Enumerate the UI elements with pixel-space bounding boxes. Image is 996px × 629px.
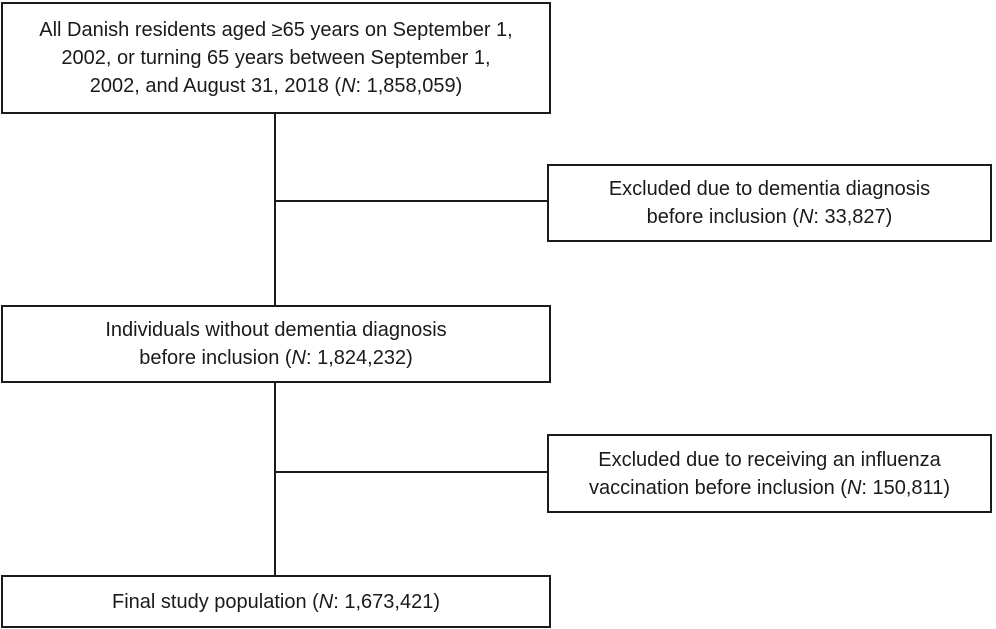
excluded-influenza-line2-pre: vaccination before inclusion ( (589, 476, 847, 499)
without-dementia-n-label: N (291, 347, 306, 369)
all-residents-n-label: N (341, 75, 356, 97)
final-population-line1-pre: Final study population ( (112, 590, 319, 613)
all-residents-count: : 1,858,059) (355, 75, 463, 97)
without-dementia-line2-pre: before inclusion ( (139, 347, 292, 369)
box-all-residents-text (39, 16, 512, 100)
without-dementia-line1: Individuals without dementia diagnosis (105, 319, 447, 341)
box-all-residents (1, 2, 551, 114)
excluded-influenza-count: : 150,811) (861, 476, 950, 499)
excluded-influenza-n-label: N (846, 476, 862, 499)
final-population-count: : 1,673,421) (333, 590, 440, 613)
box-excluded-dementia (547, 164, 992, 242)
excluded-dementia-n-label: N (798, 206, 814, 228)
connector-main-2 (274, 383, 276, 576)
box-excluded-influenza (547, 434, 992, 513)
all-residents-line1: All Danish residents aged ≥65 years on September 1, (39, 19, 513, 41)
connector-main-1 (274, 114, 276, 306)
box-final-population-text (112, 588, 440, 616)
box-without-dementia-text (105, 316, 446, 372)
all-residents-line3-pre: 2002, and August 31, 2018 ( (89, 75, 342, 97)
box-excluded-influenza-text (589, 446, 950, 502)
excluded-dementia-line1: Excluded due to dementia diagnosis (608, 178, 931, 200)
excluded-dementia-line2-pre: before inclusion ( (646, 206, 799, 228)
connector-branch-dementia (274, 200, 548, 202)
without-dementia-count: : 1,824,232) (306, 347, 413, 369)
excluded-dementia-count: : 33,827) (813, 206, 893, 228)
final-population-n-label: N (318, 590, 334, 613)
excluded-influenza-line1: Excluded due to receiving an influenza (598, 448, 941, 471)
box-excluded-dementia-text (609, 175, 930, 231)
box-without-dementia (1, 305, 551, 383)
connector-branch-influenza (274, 471, 548, 473)
all-residents-line2: 2002, or turning 65 years between September 1, (61, 47, 491, 69)
box-final-population (1, 575, 551, 628)
